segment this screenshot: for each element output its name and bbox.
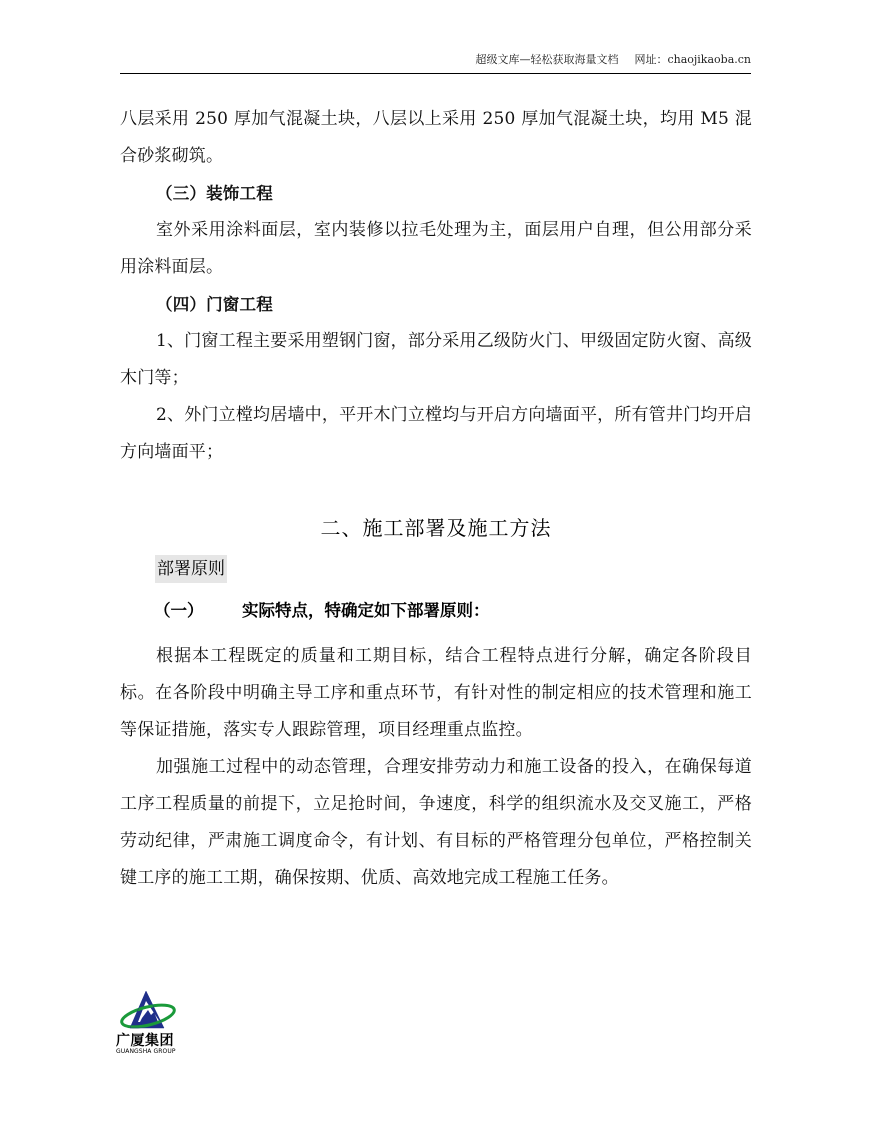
decoration-paragraph: 室外采用涂料面层，室内装修以拉毛处理为主，面层用户自理，但公用部分采用涂料面层。 — [120, 220, 752, 277]
header-site-name: 超级文库—轻松获取海量文档 — [475, 53, 619, 66]
mountain-ring-icon — [116, 988, 188, 1032]
logo-name-en: GUANGSHA GROUP — [116, 1048, 176, 1055]
page-header — [120, 50, 751, 74]
principle-paragraph-2: 加强施工过程中的动态管理，合理安排劳动力和施工设备的投入，在确保每道工序工程质量的前提下，立足抢时间，争速度，科学的组织流水及交叉施工，严格劳动纪律，严肃施工调度命令，有计划、有目标的严格管理分包单位，严格控制关键工序的施工工期，确保按期、优质、高效地完成工程施工任务。 — [120, 757, 752, 888]
doors-item-1: 1、门窗工程主要采用塑钢门窗，部分采用乙级防火门、甲级固定防火窗、高级木门等； — [120, 331, 752, 388]
principle-title: 实际特点，特确定如下部署原则： — [242, 601, 490, 620]
header-url: 网址：chaojikaoba.cn — [634, 53, 751, 66]
principle-paragraph-1: 根据本工程既定的质量和工期目标，结合工程特点进行分解，确定各阶段目标。在各阶段中明确主导工序和重点环节，有针对性的制定相应的技术管理和施工等保证措施，落实专人跟踪管理，项目经理重点监控。 — [120, 646, 752, 740]
logo-name-cn: 广厦集团 — [116, 1033, 174, 1049]
lower-body — [120, 638, 752, 897]
doors-heading: （四）门窗工程 — [156, 295, 273, 314]
principle-heading — [154, 596, 490, 626]
masonry-paragraph: 八层采用 250 厚加气混凝土块，八层以上采用 250 厚加气混凝土块，均用 M5 混合砂浆砌筑。 — [120, 109, 752, 166]
deployment-principle-label: 部署原则 — [155, 555, 227, 583]
doors-item-2: 2、外门立樘均居墙中，平开木门立樘均与开启方向墙面平，所有管井门均开启方向墙面平； — [120, 405, 752, 462]
upper-body — [120, 101, 752, 471]
chapter-title: 二、施工部署及施工方法 — [320, 516, 552, 540]
company-logo — [116, 988, 188, 1060]
decoration-heading: （三）装饰工程 — [156, 184, 273, 203]
principle-number: （一） — [154, 601, 204, 620]
